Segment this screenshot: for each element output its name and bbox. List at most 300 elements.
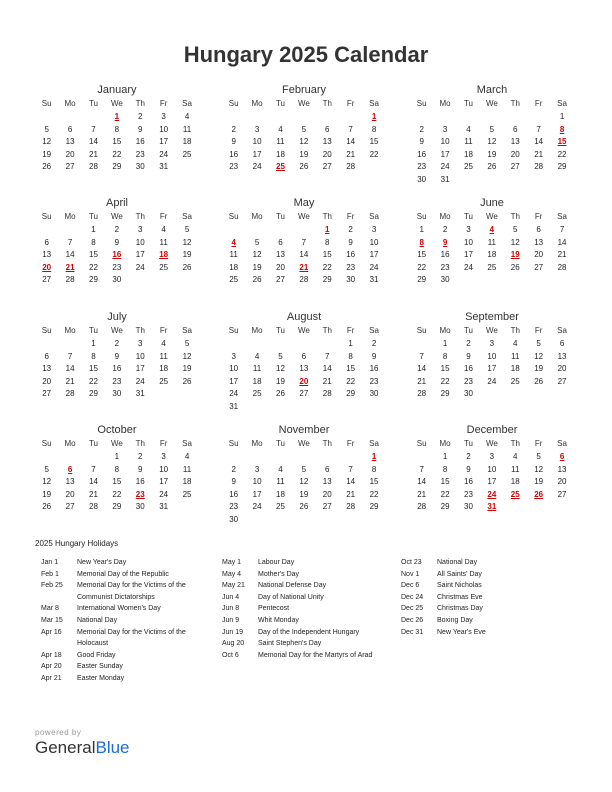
holiday-name: Saint Nicholas (437, 582, 482, 590)
day-cell: 9 (348, 237, 353, 247)
empty-cell (269, 338, 292, 351)
day-cell: 21 (417, 376, 427, 386)
day-cell: 29 (369, 502, 379, 512)
day-cell: 10 (135, 351, 145, 361)
day-cell: 11 (252, 364, 262, 374)
weekday-label: Su (41, 439, 52, 448)
day-cell: 23 (346, 262, 356, 272)
day-cell: 24 (135, 262, 145, 272)
day-cell: 30 (229, 514, 239, 524)
day-cell: 16 (440, 250, 450, 260)
day-cell: 12 (534, 351, 544, 361)
day-cell: 3 (161, 112, 166, 121)
weekday-label: Sa (369, 212, 379, 221)
day-cell: 14 (322, 364, 332, 374)
empty-cell (82, 451, 105, 464)
holiday-date: Apr 21 (41, 674, 62, 682)
weekday-label: Fr (534, 439, 543, 448)
month-name: November (278, 424, 330, 436)
day-cell: 2 (138, 112, 143, 121)
day-cell: 16 (135, 477, 145, 487)
weekday-label: We (110, 439, 123, 448)
holiday-name: New Year's Eve (437, 628, 486, 636)
day-cell: 16 (135, 137, 145, 147)
day-cell: 31 (369, 275, 379, 285)
day-cell: 21 (417, 489, 427, 499)
day-cell: 14 (417, 477, 427, 487)
weekday-header (410, 98, 574, 111)
day-cell: 4 (513, 452, 518, 461)
day-cell: 17 (135, 364, 145, 374)
day-cell: 19 (182, 250, 192, 260)
empty-cell (58, 338, 81, 351)
holiday-name: Mother's Day (258, 570, 300, 578)
weekday-label: Tu (88, 326, 98, 335)
weekday-label: Fr (534, 99, 543, 108)
day-cell: 15 (89, 364, 98, 374)
empty-cell (316, 338, 339, 351)
day-cell: 28 (322, 389, 332, 399)
day-cell: 28 (65, 389, 75, 399)
day-cell: 5 (536, 452, 541, 461)
day-cell: 9 (114, 351, 120, 361)
day-cell: 20 (534, 250, 544, 260)
day-cell: 14 (65, 250, 75, 260)
day-cell: 3 (138, 339, 143, 348)
day-cell: 22 (417, 262, 427, 272)
weekday-label: Th (322, 326, 332, 335)
empty-cell (292, 451, 315, 464)
holiday-day-cell: 4 (489, 225, 495, 234)
day-cell: 31 (229, 401, 239, 411)
day-cell: 20 (276, 262, 285, 272)
day-cell: 11 (511, 351, 520, 361)
weekday-label: Fr (346, 99, 355, 108)
weekday-label: Sa (182, 326, 192, 335)
day-cell: 22 (89, 376, 98, 386)
day-cell: 4 (184, 452, 190, 461)
holiday-date: Feb 1 (41, 570, 59, 578)
generalblue-logo (35, 728, 130, 758)
day-cell: 12 (510, 237, 520, 247)
day-cell: 7 (67, 237, 73, 247)
day-cell: 18 (229, 262, 239, 272)
day-grid (410, 338, 574, 401)
day-cell: 1 (419, 225, 424, 234)
weekday-label: We (297, 212, 310, 221)
day-cell: 14 (557, 237, 567, 247)
day-cell: 26 (42, 162, 52, 172)
day-cell: 9 (231, 137, 236, 147)
day-cell: 10 (135, 237, 145, 247)
holiday-date: Apr 16 (41, 628, 62, 636)
day-cell: 25 (510, 376, 520, 386)
holiday-entry (222, 650, 392, 662)
day-cell: 8 (325, 237, 330, 247)
day-cell: 22 (112, 489, 122, 499)
day-cell: 31 (135, 389, 145, 399)
day-cell: 15 (440, 364, 450, 374)
holiday-day-cell: 16 (112, 250, 122, 260)
day-cell: 21 (534, 149, 544, 159)
weekday-label: Th (135, 99, 145, 108)
day-cell: 23 (464, 376, 473, 386)
day-cell: 24 (135, 376, 145, 386)
day-cell: 8 (442, 464, 448, 474)
day-cell: 23 (417, 162, 427, 172)
day-cell: 25 (182, 489, 192, 499)
day-cell: 10 (487, 351, 497, 361)
day-cell: 2 (231, 124, 236, 134)
weekday-label: Tu (463, 99, 473, 108)
empty-cell (222, 338, 245, 351)
day-cell: 26 (299, 162, 309, 172)
day-cell: 24 (369, 262, 379, 272)
brand-general: General (35, 738, 96, 757)
weekday-label: Th (510, 99, 520, 108)
day-cell: 20 (557, 477, 567, 487)
weekday-label: Th (322, 99, 332, 108)
day-cell: 28 (65, 275, 75, 285)
weekday-label: We (485, 326, 498, 335)
month-august (222, 310, 386, 414)
weekday-label: Tu (463, 212, 473, 221)
empty-cell (527, 111, 550, 124)
day-cell: 17 (440, 149, 450, 159)
day-cell: 29 (89, 389, 98, 399)
day-cell: 20 (65, 489, 75, 499)
day-cell: 19 (42, 489, 52, 499)
weekday-label: Su (228, 326, 239, 335)
holiday-date: Aug 20 (222, 640, 245, 648)
weekday-label: Fr (159, 439, 168, 448)
day-grid (222, 111, 386, 174)
day-cell: 19 (534, 364, 544, 374)
holiday-name: Christmas Day (437, 605, 483, 613)
day-cell: 14 (534, 137, 544, 147)
day-cell: 17 (252, 149, 262, 159)
day-cell: 19 (534, 477, 544, 487)
holiday-entry (222, 615, 392, 627)
day-cell: 24 (159, 489, 169, 499)
holiday-column (41, 557, 211, 685)
day-cell: 14 (299, 250, 309, 260)
day-cell: 23 (440, 262, 450, 272)
weekday-header (35, 98, 199, 111)
weekday-label: Su (228, 439, 239, 448)
day-cell: 16 (346, 250, 356, 260)
day-cell: 4 (254, 351, 260, 361)
day-cell: 29 (557, 162, 567, 172)
day-cell: 26 (182, 262, 192, 272)
day-cell: 7 (348, 464, 353, 474)
holiday-name: Memorial Day for the Victims of the Holocaust (77, 628, 186, 648)
day-cell: 30 (135, 502, 145, 512)
holiday-entry (401, 557, 571, 569)
weekday-label: Tu (463, 326, 473, 335)
day-cell: 13 (534, 237, 544, 247)
day-cell: 13 (557, 351, 567, 361)
day-cell: 19 (182, 364, 192, 374)
day-cell: 22 (369, 149, 379, 159)
weekday-label: We (110, 326, 123, 335)
day-cell: 12 (299, 477, 309, 487)
day-cell: 30 (112, 389, 122, 399)
day-cell: 11 (159, 237, 168, 247)
day-cell: 4 (466, 124, 471, 134)
holiday-entry (222, 638, 392, 650)
day-cell: 3 (442, 124, 448, 134)
empty-cell (269, 224, 292, 237)
day-cell: 4 (278, 464, 283, 474)
holiday-name: Christmas Eve (437, 593, 483, 601)
weekday-label: Sa (369, 326, 379, 335)
page-title: Hungary 2025 Calendar (183, 42, 429, 67)
weekday-label: Mo (251, 99, 263, 108)
powered-by-text: powered by (35, 728, 82, 737)
day-cell: 25 (229, 275, 239, 285)
day-cell: 22 (440, 376, 450, 386)
day-cell: 7 (348, 124, 353, 134)
holiday-date: Jun 19 (222, 628, 244, 636)
weekday-label: Th (135, 439, 145, 448)
day-cell: 8 (114, 464, 120, 474)
day-cell: 8 (442, 351, 448, 361)
day-cell: 25 (487, 262, 497, 272)
empty-cell (35, 224, 58, 237)
holiday-date: Feb 25 (41, 582, 63, 590)
day-cell: 9 (419, 137, 424, 147)
day-cell: 24 (440, 162, 450, 172)
holiday-day-cell: 6 (559, 452, 565, 461)
month-january (35, 83, 199, 174)
day-cell: 10 (252, 477, 262, 487)
day-cell: 12 (299, 137, 309, 147)
weekday-label: Su (228, 99, 239, 108)
day-cell: 12 (252, 250, 262, 260)
day-cell: 22 (112, 149, 122, 159)
day-cell: 9 (138, 124, 143, 134)
day-cell: 7 (91, 464, 96, 474)
holiday-entry (222, 580, 392, 592)
weekday-label: We (297, 326, 310, 335)
holiday-entry (41, 603, 211, 615)
empty-cell (245, 224, 268, 237)
day-cell: 17 (369, 250, 379, 260)
holiday-name: New Year's Day (77, 559, 127, 566)
day-cell: 20 (322, 489, 332, 499)
day-cell: 14 (346, 477, 356, 487)
day-cell: 12 (42, 477, 52, 487)
day-cell: 27 (510, 162, 520, 172)
day-cell: 13 (557, 464, 567, 474)
holiday-name: Pentecost (258, 605, 290, 613)
holiday-date: Oct 23 (401, 559, 422, 566)
day-cell: 5 (489, 124, 495, 134)
day-cell: 19 (487, 149, 497, 159)
day-cell: 9 (114, 237, 120, 247)
month-name: March (476, 84, 508, 96)
weekday-label: Su (41, 99, 52, 108)
day-cell: 6 (325, 124, 330, 134)
weekday-label: Mo (64, 326, 76, 335)
holiday-name: All Saints' Day (437, 570, 482, 578)
day-cell: 10 (440, 137, 450, 147)
holiday-day-cell: 8 (559, 124, 565, 134)
day-cell: 6 (536, 225, 541, 234)
day-cell: 23 (112, 262, 122, 272)
holiday-day-cell: 1 (371, 112, 377, 121)
day-cell: 15 (369, 477, 379, 487)
holiday-day-cell: 1 (325, 225, 330, 234)
holiday-name: Saint Stephen's Day (258, 640, 322, 648)
weekday-label: We (485, 99, 498, 108)
weekday-header (35, 325, 199, 338)
day-cell: 5 (536, 339, 541, 348)
day-cell: 25 (276, 502, 285, 512)
day-cell: 5 (301, 464, 307, 474)
day-cell: 26 (252, 275, 262, 285)
holiday-entry (41, 580, 211, 603)
weekday-label: Sa (182, 99, 192, 108)
day-cell: 28 (89, 502, 98, 512)
day-cell: 19 (42, 149, 52, 159)
day-cell: 31 (159, 502, 169, 512)
day-cell: 17 (135, 250, 145, 260)
day-cell: 27 (65, 502, 75, 512)
weekday-label: Su (416, 212, 427, 221)
day-cell: 13 (510, 137, 520, 147)
holiday-name: Day of the Independent Hungary (258, 628, 360, 636)
day-cell: 28 (534, 162, 544, 172)
month-march (410, 83, 574, 187)
day-cell: 9 (466, 351, 471, 361)
day-cell: 29 (112, 162, 122, 172)
weekday-header (35, 438, 199, 451)
day-cell: 4 (184, 112, 190, 121)
holiday-day-cell: 18 (159, 250, 169, 260)
holiday-day-cell: 23 (135, 489, 145, 499)
day-cell: 2 (419, 124, 424, 134)
empty-cell (82, 111, 105, 124)
day-cell: 1 (348, 339, 353, 348)
day-cell: 24 (252, 162, 262, 172)
day-cell: 19 (276, 376, 285, 386)
day-cell: 29 (322, 275, 332, 285)
day-cell: 4 (513, 339, 518, 348)
holiday-entry (222, 592, 392, 604)
day-cell: 16 (464, 477, 473, 487)
day-cell: 20 (42, 376, 52, 386)
day-cell: 29 (89, 275, 98, 285)
day-cell: 22 (557, 149, 567, 159)
day-cell: 3 (254, 124, 260, 134)
day-cell: 21 (89, 149, 98, 159)
empty-cell (292, 224, 315, 237)
empty-cell (339, 111, 362, 124)
day-cell: 11 (511, 464, 520, 474)
month-february (222, 83, 386, 174)
day-cell: 9 (466, 464, 471, 474)
day-cell: 6 (559, 339, 565, 348)
weekday-label: Tu (88, 212, 98, 221)
month-name: June (480, 197, 504, 209)
weekday-label: Tu (275, 326, 285, 335)
day-cell: 20 (322, 149, 332, 159)
weekday-label: Tu (275, 99, 285, 108)
holiday-entry (41, 650, 211, 662)
holiday-day-cell: 6 (67, 464, 73, 474)
day-cell: 10 (159, 464, 169, 474)
day-cell: 25 (464, 162, 473, 172)
holiday-date: Dec 25 (401, 605, 424, 613)
holiday-name: Boxing Day (437, 616, 473, 624)
day-cell: 8 (114, 124, 120, 134)
holiday-day-cell: 1 (371, 452, 377, 461)
day-cell: 1 (559, 112, 565, 121)
brand-name (35, 738, 130, 758)
weekday-label: Fr (159, 212, 168, 221)
day-cell: 8 (91, 237, 96, 247)
day-cell: 8 (91, 351, 96, 361)
weekday-header (410, 325, 574, 338)
day-cell: 27 (276, 275, 285, 285)
weekday-label: We (110, 212, 123, 221)
empty-cell (410, 451, 433, 464)
holiday-day-cell: 19 (510, 250, 520, 260)
day-cell: 30 (464, 389, 473, 399)
day-cell: 5 (44, 124, 49, 134)
day-cell: 6 (513, 124, 518, 134)
empty-cell (480, 111, 503, 124)
day-cell: 30 (440, 275, 450, 285)
day-cell: 17 (159, 477, 169, 487)
weekday-label: We (297, 99, 310, 108)
day-cell: 7 (325, 351, 330, 361)
holiday-date: Mar 8 (41, 605, 59, 613)
empty-cell (222, 451, 245, 464)
holiday-day-cell: 9 (442, 237, 448, 247)
weekday-label: Fr (534, 212, 543, 221)
day-cell: 4 (161, 339, 166, 348)
day-cell: 25 (252, 389, 262, 399)
holiday-entry (222, 627, 392, 639)
weekday-label: Sa (557, 326, 567, 335)
day-cell: 9 (231, 477, 236, 487)
day-cell: 5 (44, 464, 49, 474)
holiday-date: Dec 6 (401, 582, 420, 590)
day-cell: 26 (487, 162, 497, 172)
day-cell: 19 (299, 149, 309, 159)
day-cell: 2 (466, 452, 471, 461)
day-cell: 2 (114, 225, 120, 234)
day-cell: 19 (252, 262, 262, 272)
day-cell: 18 (182, 137, 192, 147)
day-cell: 10 (487, 464, 497, 474)
holiday-column (401, 557, 571, 638)
day-cell: 26 (534, 376, 544, 386)
day-cell: 18 (159, 364, 169, 374)
month-name: August (286, 311, 322, 323)
empty-cell (433, 111, 456, 124)
holiday-date: Jun 8 (222, 605, 240, 613)
empty-cell (222, 111, 245, 124)
day-cell: 11 (182, 464, 192, 474)
day-cell: 23 (135, 149, 145, 159)
weekday-label: Tu (88, 99, 98, 108)
holiday-name: Memorial Day for the Victims of the Communist Dictatorships (77, 582, 186, 601)
weekday-header (410, 211, 574, 224)
